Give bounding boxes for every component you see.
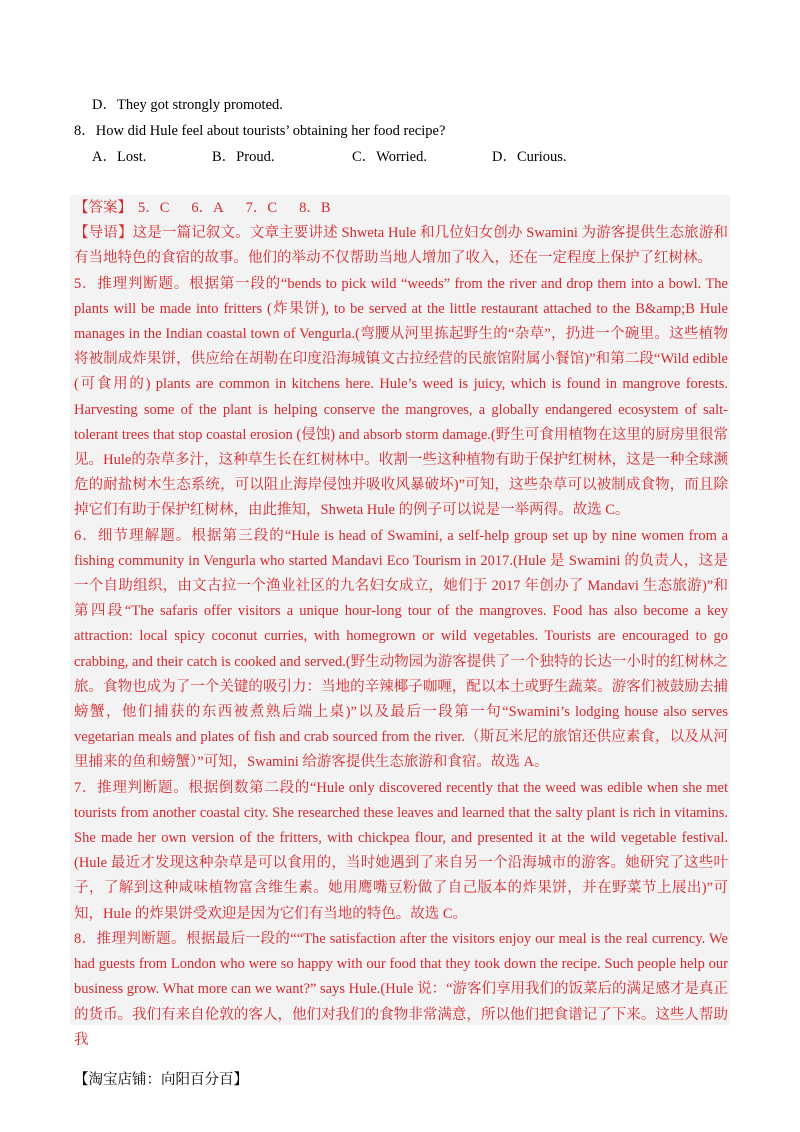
q8-option-b: B．Proud.: [212, 149, 275, 165]
answer-6: 6．A: [191, 200, 224, 216]
shop-footer: 【淘宝店铺：向阳百分百】: [74, 1072, 248, 1088]
q8-option-a: A．Lost.: [92, 149, 147, 165]
answer-5: 5．C: [138, 200, 170, 216]
guide-label: 【导语】: [74, 225, 133, 242]
q7-option-d: D．They got strongly promoted.: [92, 97, 283, 113]
explanation-5: 5．推理判断题。根据第一段的“bends to pick wild “weeds” from the river and drop them into a bowl. The plants will be made into fritters (炸果饼), to be served at the little restaurant attached to the B&amp;B Hule manages in the Indian coastal town of Vengurla.(弯腰从河里拣起野生的“杂草”，扔进一个碗里。这些植物将被制成炸果饼，供应给在胡勒在印度沿海城镇文古拉经营的民旅馆附属小餐馆)”和第二段“Wild edible (可食用的) plants are common in kitchens here. Hule’s weed is juicy, which is found in mangrove forests. Harvesting some of the plant is helping conserve the mangroves, a globally endangered ecosystem of salt-tolerant trees that stop coastal erosion (侵蚀) and absorb storm damage.(野生可食用植物在这里的厨房里很常见。Hule的杂草多汁，这种草生长在红树林中。收割一些这种植物有助于保护红树林，这是一种全球濒危的耐盐树木生态系统，可以阻止海岸侵蚀并吸收风暴破坏)”可知，这些杂草可以被制成食物，而且除掉它们有助于保护红树林，由此推知，Shweta Hule 的例子可以说是一举两得。故选 C。: [74, 275, 728, 519]
explanation-7: 7．推理判断题。根据倒数第二段的“Hule only discovered recently that the weed was edible when she met tourists from another coastal city. She researched these leaves and learned that the salty plant is rich in vitamins. She made her own version of the fritters, with chickpea flour, and presented it at the wild vegetable festival.(Hule 最近才发现这种杂草是可以食用的，当时她遇到了来自另一个沿海城市的游客。她研究了这些叶子，了解到这种咸味植物富含维生素。她用鹰嘴豆粉做了自己版本的炸果饼，并在野菜节上展出)”可知，Hule 的炸果饼受欢迎是因为它们有当地的特色。故选 C。: [74, 779, 728, 922]
q8-stem: 8．How did Hule feel about tourists’ obtaining her food recipe?: [74, 123, 446, 139]
q8-options: [74, 144, 734, 170]
answer-8: 8．B: [299, 200, 331, 216]
guide-paragraph: [74, 221, 728, 271]
answer-section: [74, 196, 728, 1053]
answer-keys: [74, 196, 728, 221]
answer-7: 7．C: [245, 200, 278, 216]
guide-text: 这是一篇记叙文。文章主要讲述 Shweta Hule 和几位妇女创办 Swamini 为游客提供生态旅游和有当地特色的食宿的故事。他们的举动不仅帮助当地人增加了收入，还在一定程度上保护了红树林。: [74, 225, 728, 267]
explanation-8: 8．推理判断题。根据最后一段的““The satisfaction after the visitors enjoy our meal is the real currency. We had guests from London who were so happy with our food that they took down the recipe. Such people help our business grow. What more can we want?” says Hule.(Hule 说：“游客们享用我们的饭菜后的满足感才是真正的货币。我们有来自伦敦的客人，他们对我们的食物非常满意，所以他们把食谱记了下来。这些人帮助我: [74, 930, 728, 1048]
answers-label: 【答案】: [74, 200, 132, 216]
explanation-6: 6．细节理解题。根据第三段的“Hule is head of Swamini, a self-help group set up by nine women from a fishing community in Vengurla who started Mandavi Eco Tourism in 2017.(Hule 是 Swamini 的负责人，这是一个自助组织，由文古拉一个渔业社区的九名妇女成立，她们于 2017 年创办了 Mandavi 生态旅游)”和第四段“The safaris offer visitors a unique hour-long tour of the mangroves. Food has also become a key attraction: local spicy coconut curries, with homegrown or wild vegetables. Tourists are encouraged to go crabbing, and their catch is cooked and served.(野生动物园为游客提供了一个独特的长达一小时的红树林之旅。食物也成为了一个关键的吸引力：当地的辛辣椰子咖喱，配以本土或野生蔬菜。游客们被鼓励去捕螃蟹，他们捕获的东西被煮熟后端上桌)”以及最后一段第一句“Swamini’s lodging house also serves vegetarian meals and plates of fish and crab sourced from the river.（斯瓦米尼的旅馆还供应素食，以及从河里捕来的鱼和螃蟹）”可知，Swamini 给游客提供生态旅游和食宿。故选 A。: [74, 527, 728, 771]
q8-option-d: D．Curious.: [492, 149, 567, 165]
question-block: [74, 92, 734, 170]
q8-option-c: C．Worried.: [352, 149, 427, 165]
